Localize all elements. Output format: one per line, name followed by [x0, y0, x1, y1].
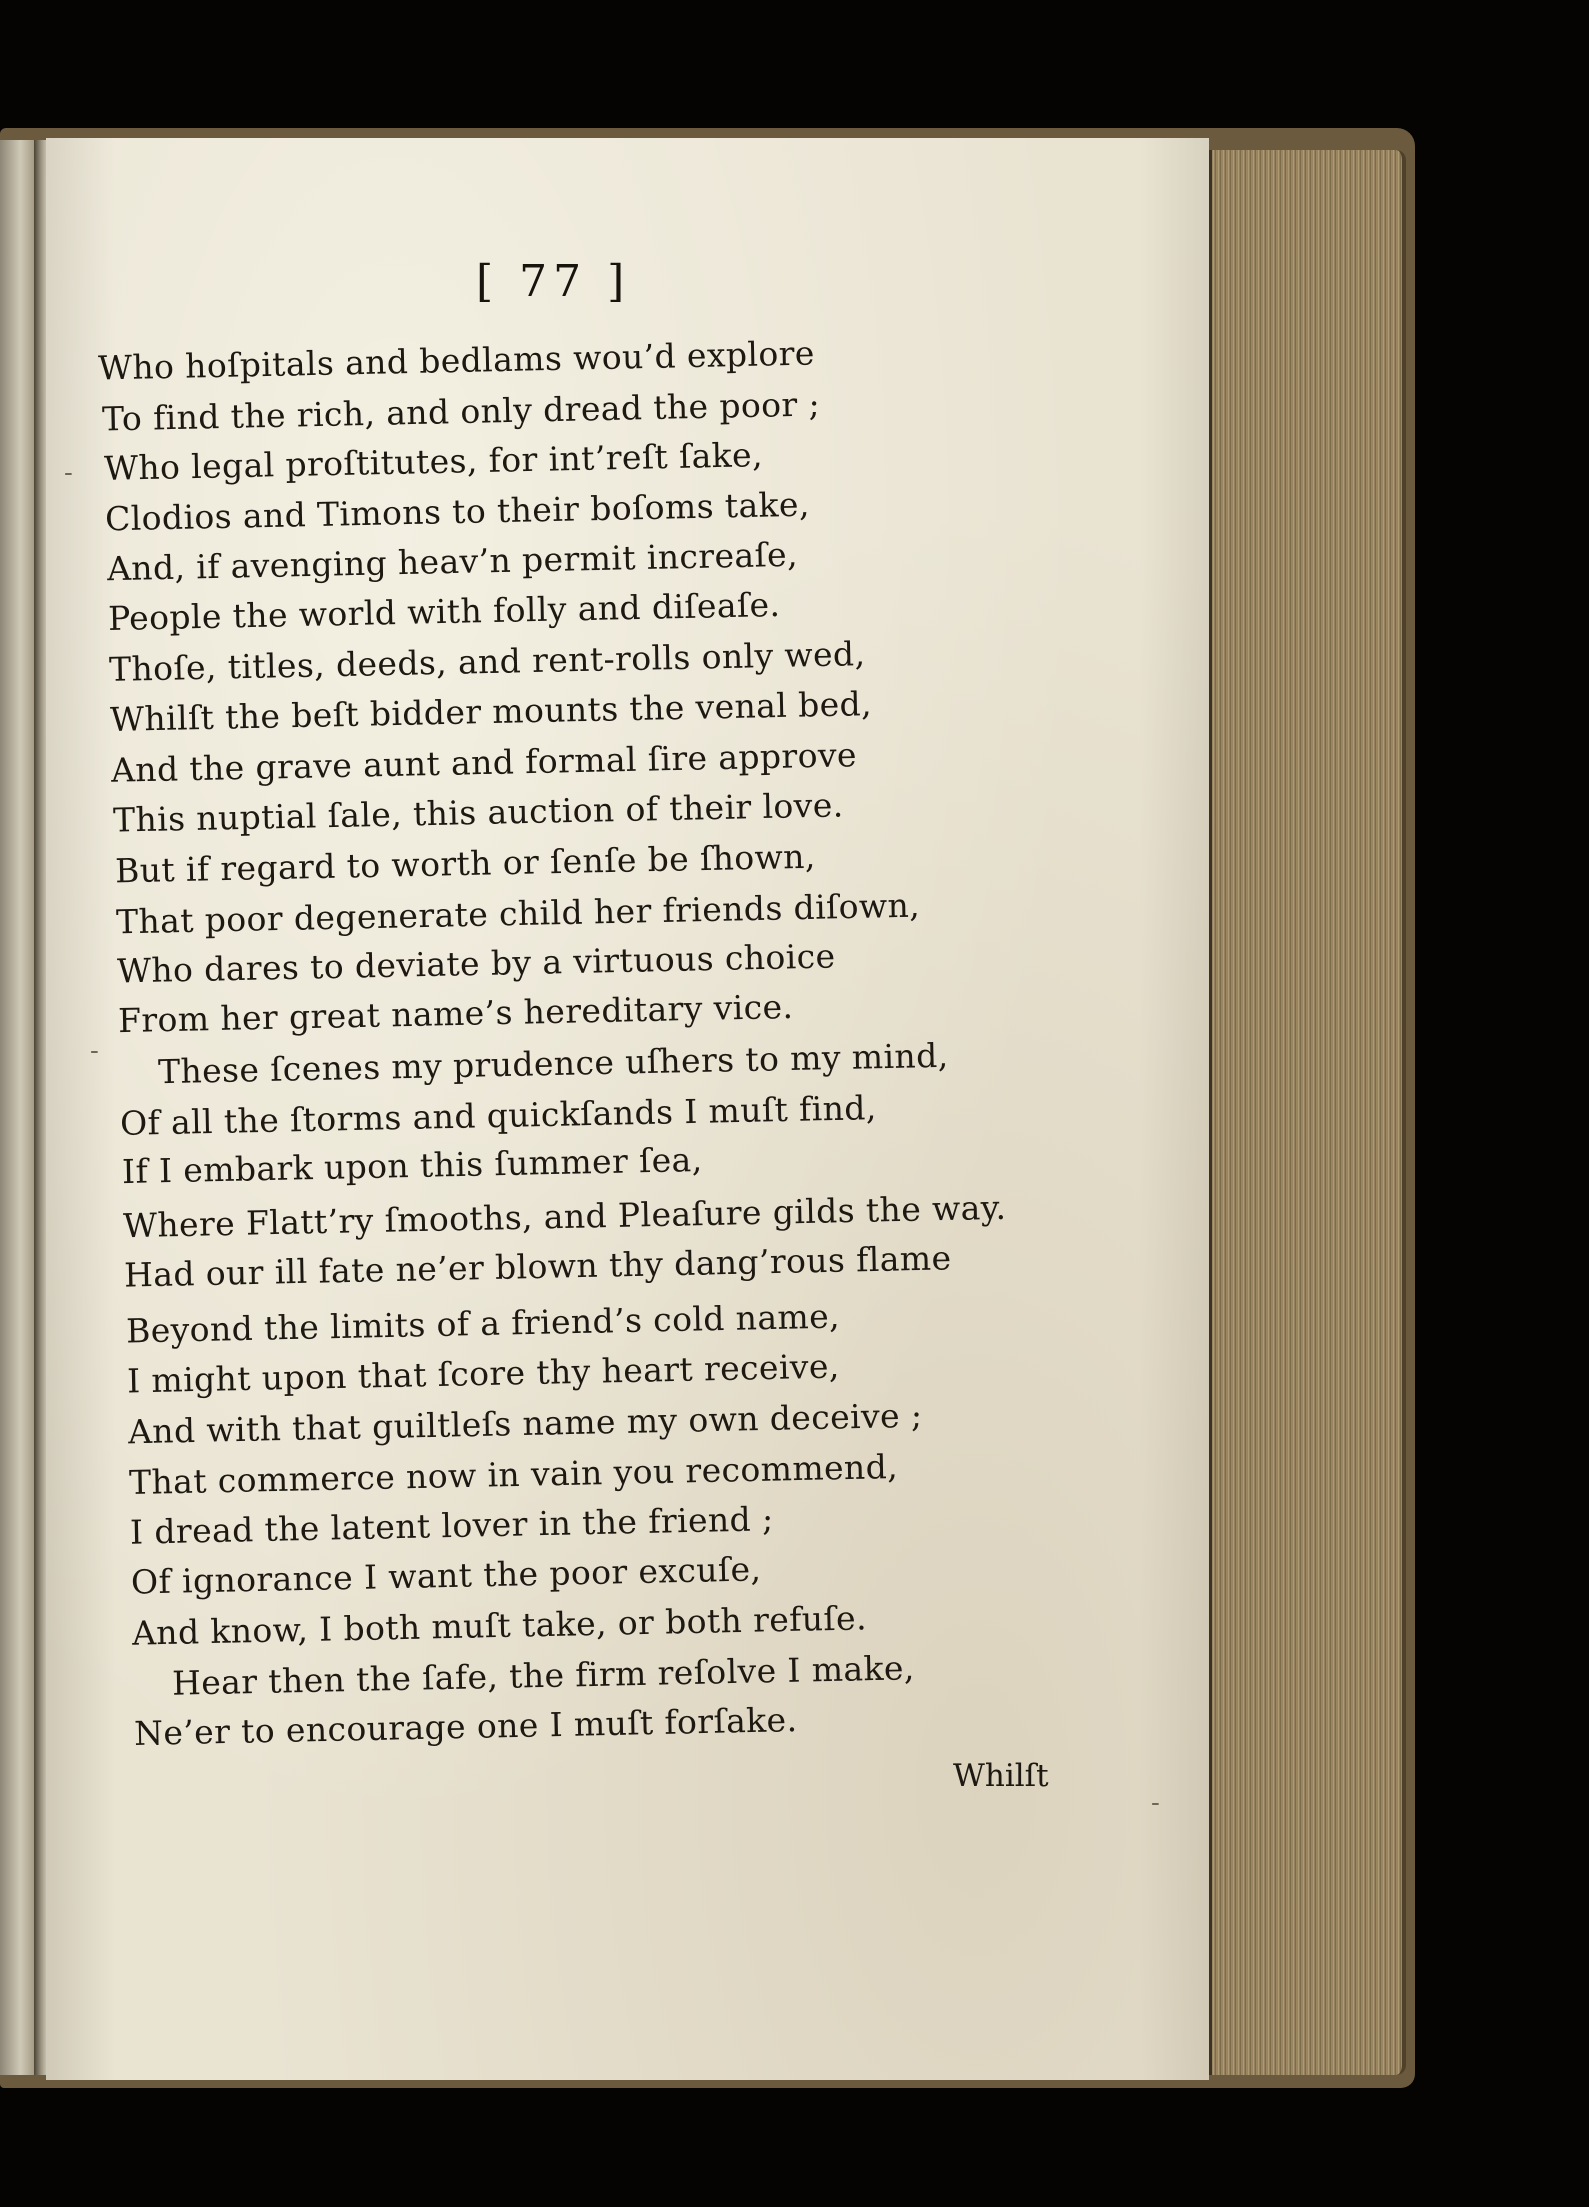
verse-line: Thoſe, titles, deeds, and rent-rolls only wed,: [108, 634, 866, 689]
catchword: Whilſt: [953, 1758, 1049, 1794]
verse-line: That commerce now in vain you recommend,: [128, 1446, 899, 1503]
page-number: [ 77 ]: [476, 256, 631, 307]
verse-line: And, if avenging heav’n permit increaſe,: [106, 534, 799, 589]
verse-line: Of ignorance I want the poor excuſe,: [130, 1549, 762, 1602]
verse-line: Clodios and Timons to their boſoms take,: [104, 484, 811, 539]
verse-line: Beyond the limits of a friend’s cold name,: [125, 1296, 841, 1351]
verse-line: And know, I both muſt take, or both refuſe.: [131, 1598, 868, 1653]
verse-line: And the grave aunt and formal ſire approve: [110, 735, 858, 790]
margin-mark: -: [64, 458, 73, 488]
page-fore-edge: [1209, 150, 1406, 2075]
verse-line: But if regard to worth or ſenſe be ſhown,: [114, 836, 817, 891]
margin-mark: -: [1151, 1788, 1160, 1818]
verse-line: And with that guiltleſs name my own deceive ;: [127, 1395, 923, 1452]
verse-line: Where Flatt’ry ſmooths, and Pleaſure gilds the way.: [122, 1187, 1007, 1246]
verse-line: From her great name’s hereditary vice.: [117, 986, 794, 1041]
verse-line: Who dares to deviate by a virtuous choice: [116, 936, 836, 991]
margin-mark: -: [90, 1036, 99, 1066]
verse-line: I might upon that ſcore thy heart receive,: [126, 1346, 841, 1401]
verse-line: I dread the latent lover in the friend ;: [129, 1499, 774, 1552]
verse-line: Whilſt the beſt bidder mounts the venal bed,: [109, 684, 873, 739]
verse-line: Hear then the ſafe, the firm reſolve I make,: [171, 1648, 916, 1703]
verse-line: Had our ill fate ne’er blown thy dang’rous flame: [123, 1238, 952, 1295]
verse-line: These ſcenes my prudence uſhers to my mind,: [157, 1035, 949, 1092]
verse-line: Who hoſpitals and bedlams wou’d explore: [97, 333, 816, 388]
verse-line: That poor degenerate child her friends diſown,: [115, 885, 921, 942]
verse-line: Of all the ſtorms and quickſands I muſt find,: [119, 1088, 878, 1143]
verse-line: To find the rich, and only dread the poor ;: [101, 384, 821, 439]
verse-line: People the world with folly and diſeaſe.: [107, 584, 781, 639]
verse-line: If I embark upon this ſummer ſea,: [121, 1139, 703, 1192]
facing-page-edge: [0, 140, 36, 2075]
verse-line: This nuptial ſale, this auction of their love.: [112, 785, 844, 840]
verse-line: Ne’er to encourage one I muſt forſake.: [133, 1700, 798, 1753]
page-text-block: [46, 138, 1209, 2080]
verse-line: Who legal proſtitutes, for int’reſt ſake,: [103, 435, 764, 488]
book-page: [46, 138, 1209, 2080]
